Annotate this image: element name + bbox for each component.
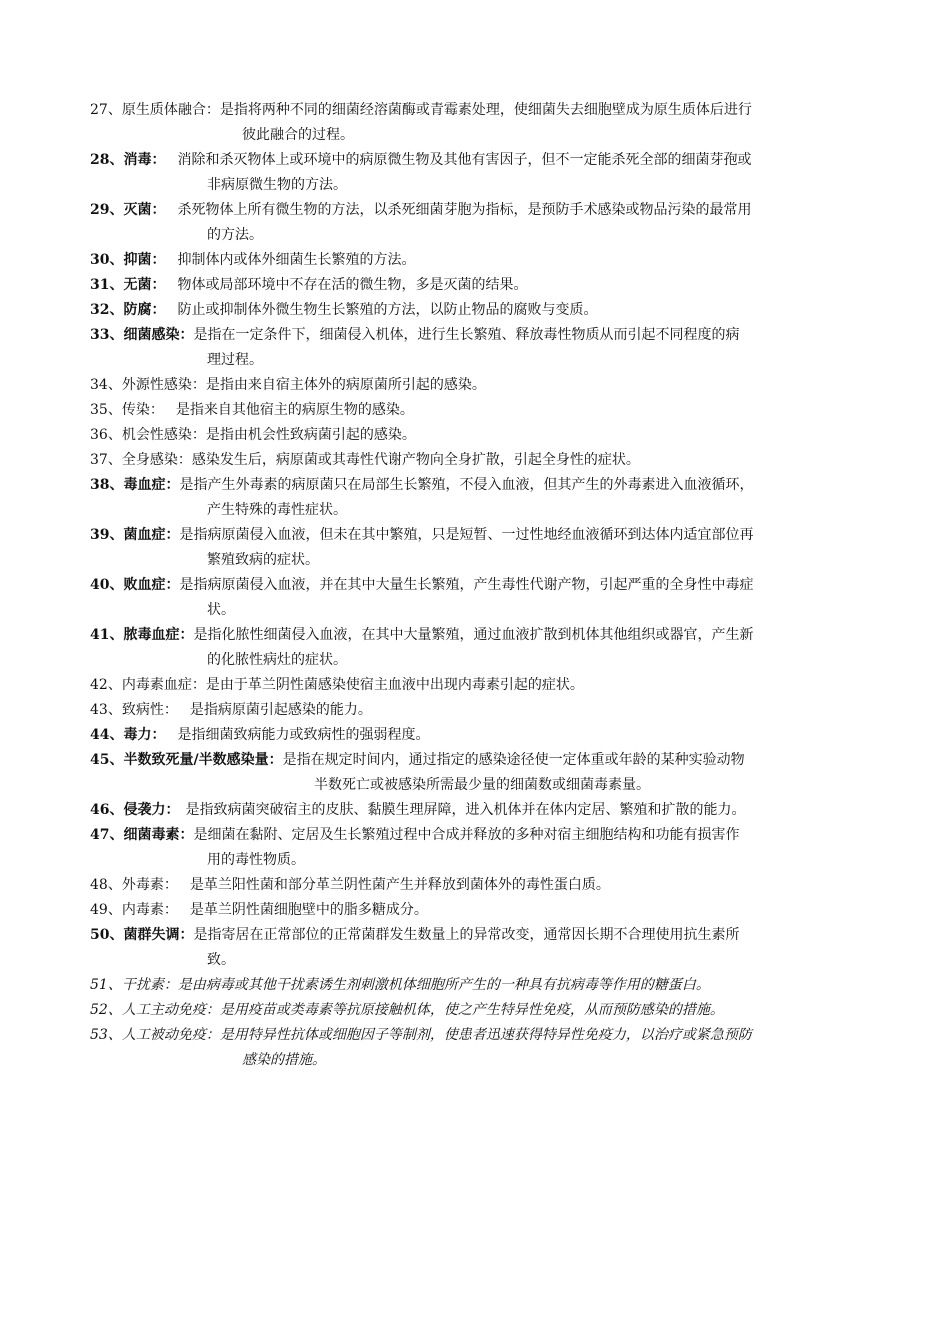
definition-text: 是用疫苗或类毒素等抗原接触机体，使之产生特异性免疫，从而预防感染的措施。 [219,1002,724,1018]
definition-first-line [90,723,865,748]
definition-text: 是指致病菌突破宿主的皮肤、黏膜生理屏障，进入机体并在体内定居、繁殖和扩散的能力。 [185,802,746,818]
definition-first-line [90,798,865,823]
definition-text: 是指将两种不同的细菌经溶菌酶或青霉素处理，使细菌失去细胞壁成为原生质体后进行 [219,102,752,118]
definition-term: 45、半数致死量/半数感染量： [90,752,283,768]
definition-entry [90,998,865,1023]
definition-term: 41、脓毒血症： [90,627,194,643]
definition-list [90,98,865,1073]
definition-text: 防止或抑制体外微生物生长繁殖的方法，以防止物品的腐败与变质。 [177,302,598,318]
definition-term: 53、人工被动免疫： [90,1027,220,1043]
definition-text: 杀死物体上所有微生物的方法，以杀死细菌芽胞为指标，是预防手术感染或物品污染的最常用 [177,202,752,218]
definition-entry [90,148,865,198]
definition-continuation: 的化脓性病灶的症状。 [207,652,347,668]
definition-term: 27、原生质体融合： [90,102,220,118]
definition-entry [90,373,865,398]
definition-first-line [90,398,865,423]
definition-entry [90,698,865,723]
definition-term: 30、抑菌： [90,252,166,268]
definition-term: 34、外源性感染： [90,377,206,393]
definition-entry [90,523,865,573]
definition-text: 消除和杀灭物体上或环境中的病原微生物及其他有害因子，但不一定能杀死全部的细菌芽孢或 [177,152,752,168]
definition-first-line [90,898,865,923]
definition-entry [90,423,865,448]
definition-text: 是指来自其他宿主的病原生物的感染。 [175,402,414,418]
definition-text: 是指由机会性致病菌引起的感染。 [205,427,416,443]
definition-first-line [90,98,865,123]
definition-first-line [90,273,865,298]
definition-term: 39、菌血症： [90,527,180,543]
definition-entry [90,898,865,923]
definition-continuation: 状。 [207,602,235,618]
definition-text: 是指病原菌引起感染的能力。 [189,702,372,718]
definition-first-line [90,323,865,348]
definition-entry [90,573,865,623]
definition-term: 35、传染： [90,402,164,418]
definition-text: 是指病原菌侵入血液，但未在其中繁殖，只是短暂、一过性地经血液循环到达体内适宜部位再 [179,527,754,543]
definition-first-line [90,823,865,848]
definition-entry [90,798,865,823]
definition-first-line [90,298,865,323]
definition-entry [90,273,865,298]
definition-continuation: 产生特殊的毒性症状。 [207,502,347,518]
definition-entry [90,198,865,248]
definition-text: 是革兰阴性菌细胞壁中的脂多糖成分。 [189,902,428,918]
definition-first-line [90,573,865,598]
definition-continuation: 用的毒性物质。 [207,852,305,868]
definition-term: 29、灭菌： [90,202,166,218]
definition-text: 是细菌在黏附、定居及生长繁殖过程中合成并释放的多种对宿主细胞结构和功能有损害作 [193,827,740,843]
definition-entry [90,673,865,698]
definition-text: 是指在规定时间内，通过指定的感染途径使一定体重或年龄的某种实验动物 [282,752,745,768]
definition-entry [90,1023,865,1073]
definition-first-line [90,748,865,773]
definition-first-line [90,873,865,898]
definition-entry [90,398,865,423]
definition-term: 32、防腐： [90,302,166,318]
definition-first-line [90,248,865,273]
definition-text: 是指由来自宿主体外的病原菌所引起的感染。 [205,377,486,393]
definition-continuation: 致。 [207,952,235,968]
definition-entry [90,248,865,273]
definition-first-line [90,373,865,398]
definition-term: 28、消毒： [90,152,166,168]
definition-entry [90,323,865,373]
definition-first-line [90,923,865,948]
definition-term: 36、机会性感染： [90,427,206,443]
definition-term: 33、细菌感染： [90,327,194,343]
definition-first-line [90,523,865,548]
definition-entry [90,923,865,973]
definition-first-line [90,448,865,473]
definition-continuation: 彼此融合的过程。 [242,127,354,143]
definition-entry [90,298,865,323]
definition-entry [90,823,865,873]
definition-text: 是指细菌致病能力或致病性的强弱程度。 [177,727,430,743]
definition-term: 42、内毒素血症： [90,677,206,693]
definition-first-line [90,998,865,1023]
definition-first-line [90,148,865,173]
definition-text: 是指化脓性细菌侵入血液，在其中大量繁殖，通过血液扩散到机体其他组织或器官，产生新 [193,627,754,643]
definition-text: 是指产生外毒素的病原菌只在局部生长繁殖，不侵入血液，但其产生的外毒素进入血液循环， [179,477,754,493]
definition-text: 抑制体内或体外细菌生长繁殖的方法。 [177,252,416,268]
definition-text: 感染发生后，病原菌或其毒性代谢产物向全身扩散，引起全身性的症状。 [191,452,640,468]
definition-continuation: 非病原微生物的方法。 [207,177,347,193]
definition-first-line [90,973,865,998]
definition-term: 38、毒血症： [90,477,180,493]
definition-term: 40、败血症： [90,577,180,593]
definition-first-line [90,423,865,448]
definition-first-line [90,198,865,223]
definition-entry [90,748,865,798]
definition-term: 31、无菌： [90,277,166,293]
definition-entry [90,723,865,748]
definition-continuation: 感染的措施。 [242,1052,326,1068]
definition-entry [90,973,865,998]
definition-text: 是由病毒或其他干扰素诱生剂刺激机体细胞所产生的一种具有抗病毒等作用的糖蛋白。 [177,977,710,993]
definition-term: 46、侵袭力： [90,802,180,818]
definition-term: 43、致病性： [90,702,178,718]
definition-entry [90,873,865,898]
definition-continuation: 的方法。 [207,227,263,243]
definition-text: 是指寄居在正常部位的正常菌群发生数量上的异常改变，通常因长期不合理使用抗生素所 [193,927,740,943]
definition-text: 是由于革兰阴性菌感染使宿主血液中出现内毒素引起的症状。 [205,677,584,693]
definition-continuation: 理过程。 [207,352,263,368]
definition-term: 49、内毒素： [90,902,178,918]
definition-term: 47、细菌毒素： [90,827,194,843]
definition-entry [90,473,865,523]
definition-first-line [90,698,865,723]
definition-continuation: 半数死亡或被感染所需最少量的细菌数或细菌毒素量。 [314,777,650,793]
definition-term: 48、外毒素： [90,877,178,893]
definition-entry [90,623,865,673]
definition-text: 物体或局部环境中不存在活的微生物，多是灭菌的结果。 [177,277,528,293]
definition-first-line [90,623,865,648]
definition-continuation: 繁殖致病的症状。 [207,552,319,568]
definition-term: 50、菌群失调： [90,927,194,943]
definition-term: 51、干扰素： [90,977,178,993]
definition-text: 是革兰阳性菌和部分革兰阴性菌产生并释放到菌体外的毒性蛋白质。 [189,877,610,893]
definition-term: 37、全身感染： [90,452,192,468]
definition-term: 52、人工主动免疫： [90,1002,220,1018]
definition-first-line [90,673,865,698]
definition-first-line [90,1023,865,1048]
definition-entry [90,98,865,148]
definition-term: 44、毒力： [90,727,166,743]
definition-entry [90,448,865,473]
definition-text: 是指病原菌侵入血液，并在其中大量生长繁殖，产生毒性代谢产物，引起严重的全身性中毒症 [179,577,754,593]
definition-text: 是指在一定条件下，细菌侵入机体，进行生长繁殖、释放毒性物质从而引起不同程度的病 [193,327,740,343]
definition-first-line [90,473,865,498]
definition-text: 是用特异性抗体或细胞因子等制剂，使患者迅速获得特异性免疫力，以治疗或紧急预防 [219,1027,752,1043]
